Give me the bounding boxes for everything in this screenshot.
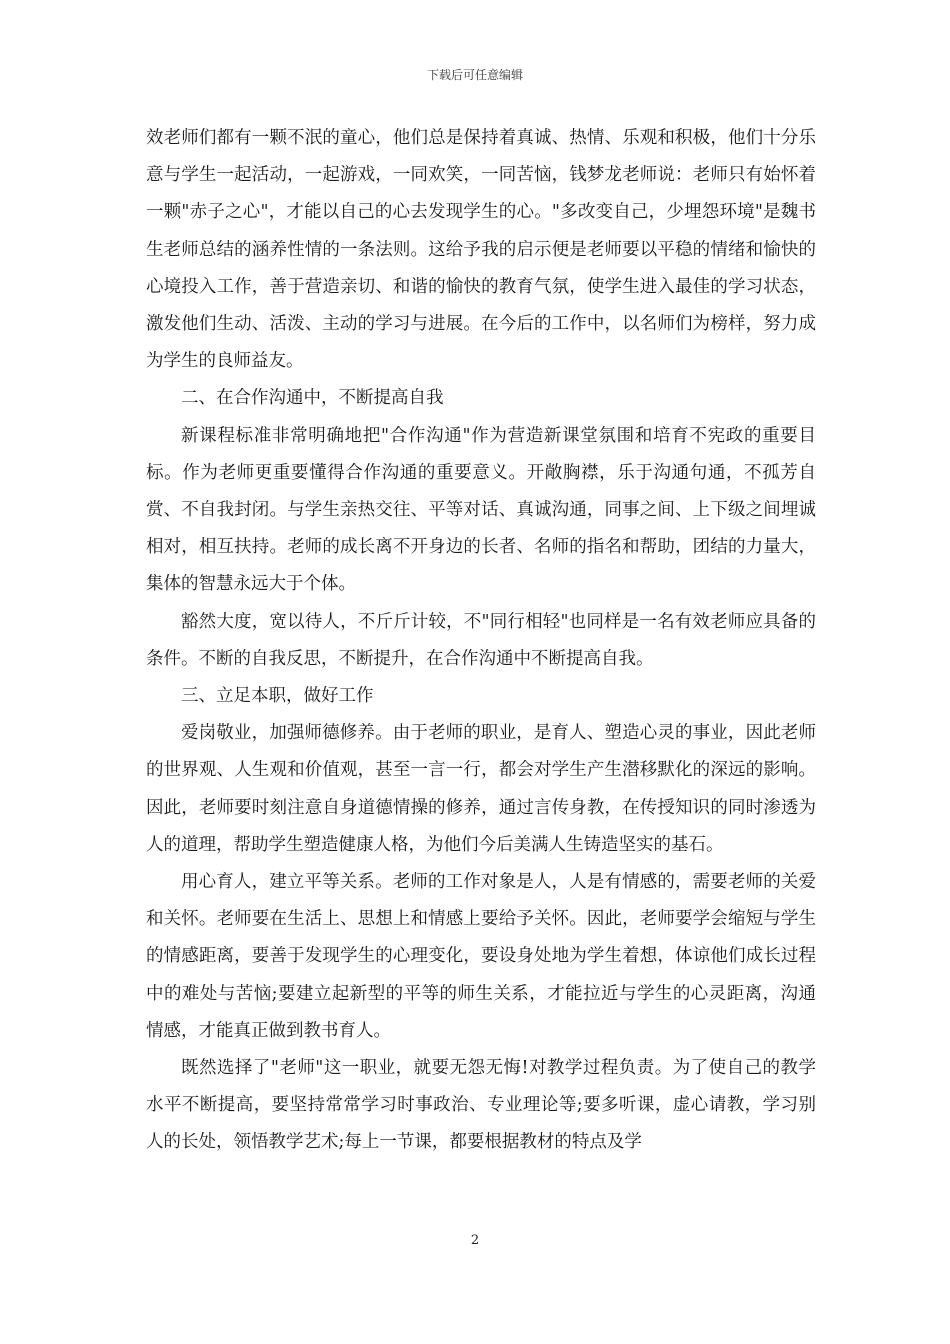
document-body — [146, 120, 816, 1162]
body-paragraph: 爱岗敬业，加强师德修养。由于老师的职业，是育人、塑造心灵的事业，因此老师的世界观、人生观和价值观，甚至一言一行，都会对学生产生潜移默化的深远的影响。因此，老师要时刻注意自身道德情操的修养，通过言传身教，在传授知识的同时渗透为人的道理，帮助学生塑造健康人格，为他们今后美满人生铸造坚实的基石。 — [146, 723, 816, 855]
body-paragraph: 新课程标准非常明确地把"合作沟通"作为营造新课堂氛围和培育不宪政的重要目标。作为老师更重要懂得合作沟通的重要意义。开敞胸襟，乐于沟通句通，不孤芳自赏、不自我封闭。与学生亲热交往、平等对话、真诚沟通，同事之间、上下级之间埋诚相对，相互扶持。老师的成长离不开身边的长者、名师的指名和帮助，团结的力量大，集体的智慧永远大于个体。 — [146, 425, 816, 595]
body-paragraph: 效老师们都有一颗不泯的童心，他们总是保持着真诚、热情、乐观和积极，他们十分乐意与学生一起活动，一起游戏，一同欢笑，一同苦恼，钱梦龙老师说：老师只有始怀着一颗"赤子之心"，才能以自己的心去发现学生的心。"多改变自己，少埋怨环境"是魏书生老师总结的涵养性情的一条法则。这给予我的启示便是老师要以平稳的情绪和愉快的心境投入工作，善于营造亲切、和谐的愉快的教育气氛，使学生进入最佳的学习状态，激发他们生动、活泼、主动的学习与进展。在今后的工作中，以名师们为榜样，努力成为学生的良师益友。 — [146, 128, 816, 372]
page-number: 2 — [470, 1233, 480, 1248]
body-paragraph: 既然选择了"老师"这一职业，就要无怨无悔!对教学过程负责。为了使自己的教学水平不断提高，要坚持常常学习时事政治、专业理论等;要多听课，虚心请教，学习别人的长处，领悟教学艺术;每上一节课，都要根据教材的特点及学 — [146, 1058, 816, 1153]
body-paragraph: 豁然大度，宽以待人，不斤斤计较，不"同行相轻"也同样是一名有效老师应具备的条件。不断的自我反思，不断提升，在合作沟通中不断提高自我。 — [146, 611, 816, 669]
page-header: 下载后可任意编辑 — [426, 68, 523, 82]
section-heading: 二、在合作沟通中，不断提高自我 — [181, 388, 444, 409]
section-heading: 三、立足本职，做好工作 — [181, 686, 374, 707]
body-paragraph: 用心育人，建立平等关系。老师的工作对象是人，人是有情感的，需要老师的关爱和关怀。老师要在生活上、思想上和情感上要给予关怀。因此，老师要学会缩短与学生的情感距离，要善于发现学生的心理变化，要设身处地为学生着想，体谅他们成长过程中的难处与苦恼;要建立起新型的平等的师生关系，才能拉近与学生的心灵距离，沟通情感，才能真正做到教书育人。 — [146, 872, 816, 1041]
